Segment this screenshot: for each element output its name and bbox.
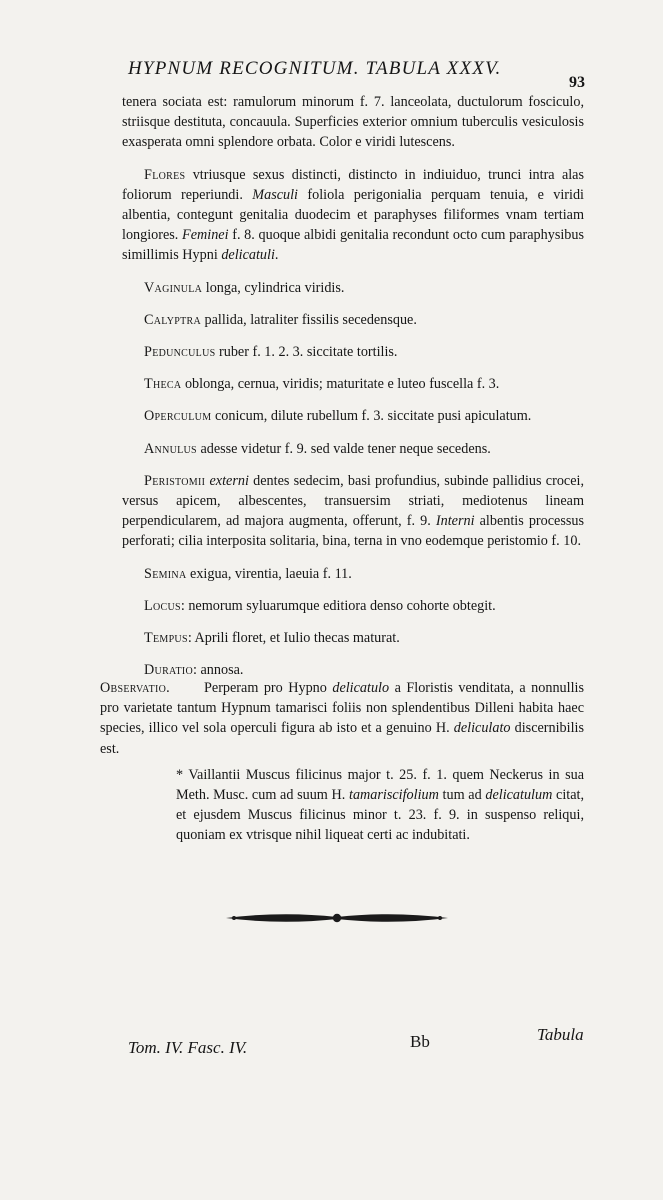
tamariscifolium-term: tamariscifolium bbox=[349, 787, 439, 804]
operculum-paragraph bbox=[122, 406, 584, 426]
semina-paragraph bbox=[122, 564, 584, 584]
observatio-section bbox=[100, 678, 584, 846]
vaillantii-text-b: tum ad bbox=[438, 787, 486, 804]
tempus-paragraph bbox=[122, 628, 584, 648]
pedunculus-text: ruber f. 1. 2. 3. siccitate tortilis. bbox=[215, 344, 398, 361]
tailpiece-ornament bbox=[222, 906, 452, 930]
peristomii-paragraph bbox=[122, 471, 584, 552]
vaginula-heading: Vaginula bbox=[144, 279, 203, 296]
pedunculus-paragraph bbox=[122, 342, 584, 362]
annulus-text: adesse videtur f. 9. sed valde tener neque secedens. bbox=[196, 440, 491, 457]
tempus-text: : Aprili floret, et Iulio thecas maturat. bbox=[187, 630, 400, 647]
delicatuli-term: delicatuli bbox=[221, 247, 275, 264]
flores-text-c: f. 8. quoque albidi genitalia recondunt octo cum paraphysibus simillimis Hypni bbox=[122, 227, 584, 264]
feminei-term: Feminei bbox=[182, 227, 229, 244]
theca-heading: Theca bbox=[144, 376, 182, 393]
peristomii-text-a: dentes sedecim, basi profundius, subinde pallidius crocei, versus apicem, albescentes, transuersim striati, mediotenus lineam perpendicularem, ad majora augmenta, offerunt, f. 9. bbox=[122, 472, 584, 530]
flores-text-b: foliola perigonialia perquam tenuia, e viridi albentia, contegunt genitalia duodecim et paraphyses filiformes vnam tertiam longiores. bbox=[122, 186, 584, 244]
calyptra-text: pallida, latraliter fissilis secedensque. bbox=[200, 311, 417, 328]
locus-paragraph bbox=[122, 596, 584, 616]
running-title: HYPNUM RECOGNITUM. TABULA XXXV. bbox=[128, 58, 502, 79]
delicatulum-term: delicatulum bbox=[485, 787, 553, 804]
observatio-paragraph bbox=[100, 678, 584, 759]
duratio-text: : annosa. bbox=[193, 662, 244, 679]
tempus-heading: Tempus bbox=[144, 630, 188, 647]
observatio-text-a: Perperam pro Hypno bbox=[204, 680, 333, 696]
vaginula-paragraph bbox=[122, 278, 584, 298]
catchword: Tabula bbox=[537, 1025, 584, 1044]
peristomii-heading: Peristomii bbox=[144, 472, 206, 489]
vaginula-text: longa, cylindrica viridis. bbox=[202, 279, 345, 296]
calyptra-paragraph bbox=[122, 310, 584, 330]
locus-text: : nemorum syluarumque editiora denso cohorte obtegit. bbox=[180, 597, 496, 614]
page-header bbox=[0, 56, 663, 91]
theca-paragraph bbox=[122, 374, 584, 394]
pedunculus-heading: Pedunculus bbox=[144, 344, 216, 361]
flores-text-d: . bbox=[274, 247, 279, 264]
semina-text: exigua, virentia, laeuia f. 11. bbox=[186, 565, 352, 582]
page-number: 93 bbox=[569, 74, 585, 91]
calyptra-heading: Calyptra bbox=[144, 311, 201, 328]
volume-signature: Tom. IV. Fasc. IV. bbox=[128, 1038, 248, 1057]
annulus-heading: Annulus bbox=[144, 440, 197, 457]
delicatulo-term: delicatulo bbox=[332, 680, 390, 696]
leaf-description-paragraph: tenera sociata est: ramulorum minorum f. 7. lanceolata, ductulorum fosciculo, striisque destituta, concauula. Superficies exterior omnium tuberculis vesiculosis exasperata omni splendore orbata. Color e viridi lutescens. bbox=[122, 94, 584, 151]
vaillantii-text-c: citat, et ejusdem Muscus filicinus minor t. 23. f. 9. in suspenso reliqui, quoniam ex vtrisque nihil liqueat certi ac indubitati. bbox=[176, 787, 584, 844]
vaillantii-paragraph bbox=[100, 765, 584, 846]
observatio-text-b: a Floristis venditata, a nonnullis pro varietate tantum Hypnum tamarisci foliis non splendentibus Dilleni habita haec species, illico vel sola operculi figura ab isto et a genuino H. bbox=[100, 680, 584, 737]
deliculato-term: deliculato bbox=[453, 720, 511, 737]
peristomii-text-b: albentis processus perforati; cilia interposita solitaria, bina, terna in vno eodemque peristomio f. 10. bbox=[122, 513, 584, 550]
interni-term: Interni bbox=[435, 513, 475, 530]
externi-term: externi bbox=[205, 472, 249, 489]
annulus-paragraph bbox=[122, 439, 584, 459]
masculi-term: Masculi bbox=[252, 186, 298, 203]
operculum-heading: Operculum bbox=[144, 408, 212, 425]
locus-heading: Locus bbox=[144, 597, 181, 614]
operculum-text: conicum, dilute rubellum f. 3. siccitate pusi apiculatum. bbox=[211, 408, 532, 425]
description-text bbox=[122, 92, 584, 680]
vaillantii-text-a: * Vaillantii Muscus filicinus major t. 25. f. 1. quem Neckerus in sua Meth. Musc. cum ad suum H. bbox=[176, 766, 584, 804]
duratio-heading: Duratio bbox=[144, 662, 194, 679]
observatio-heading: Observatio. bbox=[100, 680, 171, 696]
flores-text-a: vtriusque sexus distincti, distincto in indiuiduo, trunci intra alas foliorum reperiundi. bbox=[122, 166, 584, 203]
signature-mark: Bb bbox=[410, 1032, 430, 1051]
semina-heading: Semina bbox=[144, 565, 187, 582]
theca-text: oblonga, cernua, viridis; maturitate e luteo fuscella f. 3. bbox=[181, 376, 500, 393]
flores-paragraph bbox=[122, 165, 584, 266]
observatio-text-c: discernibilis est. bbox=[100, 720, 584, 757]
flores-heading: Flores bbox=[144, 166, 186, 183]
